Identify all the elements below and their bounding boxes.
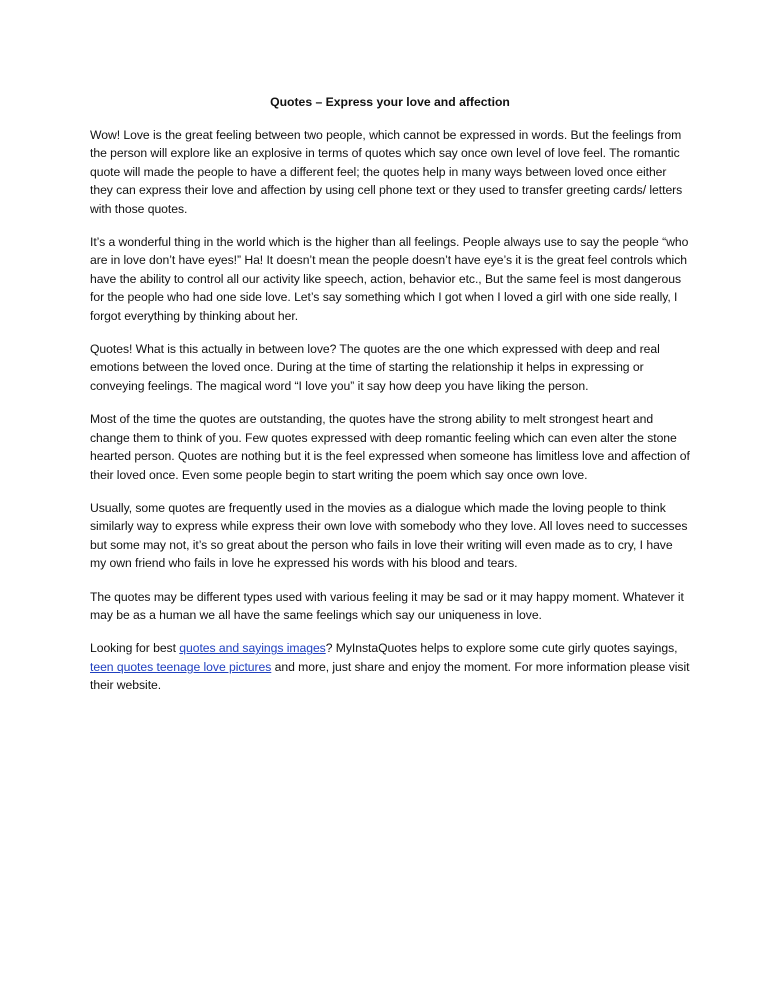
paragraph-outstanding-quotes: Most of the time the quotes are outstanding, the quotes have the strong ability to melt strongest heart and change them to think of you. Few quotes expressed with deep romantic feeling which can even alter the stone hearted person. Quotes are nothing but it is the feel expressed when someone has limitless love and affection of their loved once. Even some people begin to start writing the poem which say once own love.	[90, 412, 690, 482]
paragraph-wonderful-thing: It’s a wonderful thing in the world which is the higher than all feelings. People always use to say the people “who are in love don’t have eyes!” Ha! It doesn’t mean the people doesn’t have eye’s it is the great feel controls which have the ability to control all our activity like speech, action, behavior etc., But the same feel is most dangerous for the people who had one side love. Let’s say something which I got when I loved a girl with one side really, I forgot everything by thinking about her.	[90, 235, 689, 323]
closing-text-2: ? MyInstaQuotes helps to explore some cute girly quotes sayings,	[325, 641, 678, 656]
paragraph-intro: Wow! Love is the great feeling between two people, which cannot be expressed in words. But the feelings from the person will explore like an explosive in terms of quotes which say once own level of love feel. The romantic quote will made the people to have a different feel; the quotes help in many ways between loved once either they can express their love and affection by using cell phone text or they used to transfer greeting cards/ letters with those quotes.	[90, 128, 683, 216]
paragraph-different-types: The quotes may be different types used with various feeling it may be sad or it may happy moment. Whatever it may be as a human we all have the same feelings which say our uniqueness in love.	[90, 589, 684, 622]
quotes-sayings-images-link[interactable]: quotes and sayings images	[179, 641, 326, 656]
closing-text-3: and more, just share and enjoy the moment. For more information please visit their website.	[90, 659, 690, 693]
paragraph-closing	[90, 639, 690, 694]
paragraph-quotes-between-love: Quotes! What is this actually in between love? The quotes are the one which expressed with deep and real emotions between the loved once. During at the time of starting the relationship it helps in expressing or conveying feelings. The magical word “I love you” it say how deep you have liking the person.	[90, 342, 660, 393]
paragraph-movie-quotes: Usually, some quotes are frequently used in the movies as a dialogue which made the loving people to think similarly way to express while express their own love with somebody who they love. All loves need to successes but some may not, it’s so great about the person who fails in love their writing will even made as to cry, I have my own friend who fails in love he expressed his words with his blood and tears.	[90, 500, 688, 571]
teen-quotes-pictures-link[interactable]: teen quotes teenage love pictures	[90, 659, 272, 674]
document-title: Quotes – Express your love and affection	[270, 95, 510, 109]
document-body	[90, 93, 690, 710]
closing-text-1: Looking for best	[90, 641, 180, 656]
